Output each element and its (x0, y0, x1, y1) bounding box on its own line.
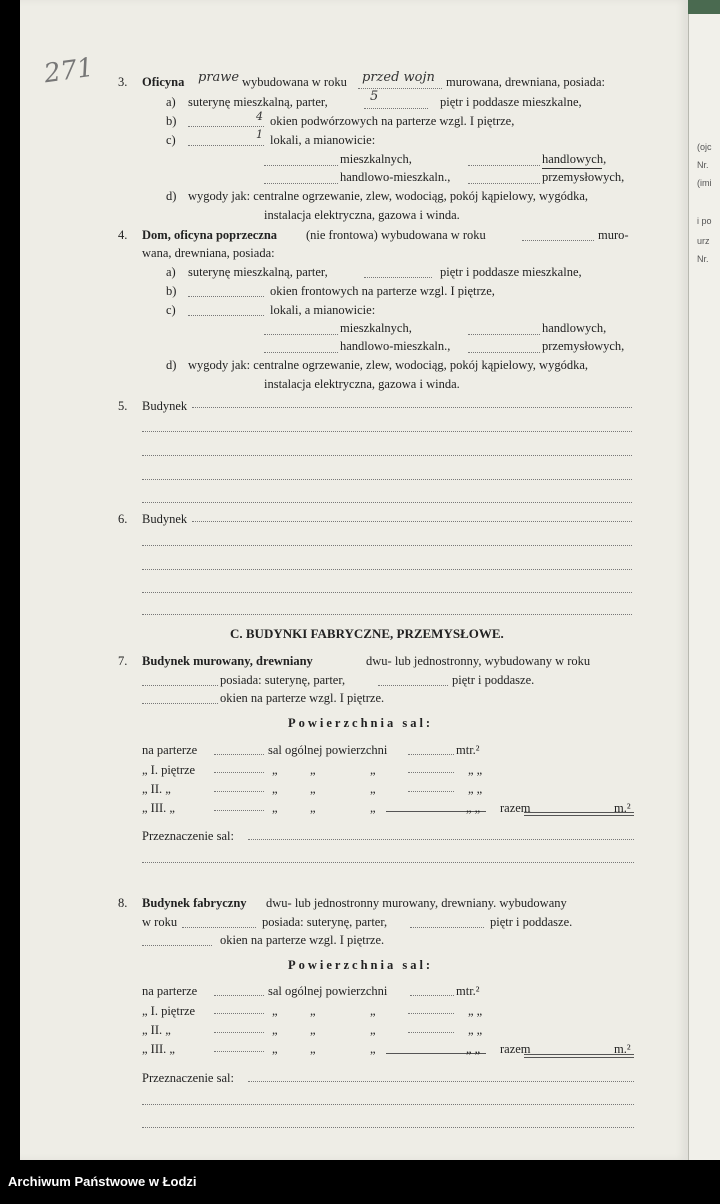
fill-line (522, 240, 594, 241)
fill-line (264, 165, 338, 166)
item-title: Budynek fabryczny (142, 896, 247, 910)
form-text: Przeznaczenie sal: (142, 829, 234, 843)
form-text: handlowo-mieszkaln., (340, 339, 451, 353)
form-text: okien podwórzowych na parterze wzgl. I piętrze, (270, 114, 515, 128)
fill-line (188, 126, 264, 127)
fill-line (410, 927, 484, 928)
form-text: muro- (598, 228, 629, 242)
fill-line (408, 772, 454, 773)
ditto-mark: „ „ (468, 1004, 483, 1018)
form-text: „ I. piętrze (142, 763, 196, 777)
form-text: „ III. „ (142, 801, 175, 815)
fill-line (142, 569, 632, 570)
form-text: handlowo-mieszkaln., (340, 170, 451, 184)
fill-line (408, 1013, 454, 1014)
fill-line (188, 145, 264, 146)
fill-line (378, 685, 448, 686)
ditto-mark: „ (310, 801, 316, 815)
total-line (524, 815, 634, 816)
form-text: mtr.² (456, 984, 480, 998)
form-text: okien na parterze wzgl. I piętrze. (220, 933, 385, 947)
form-text: „ II. „ (142, 782, 171, 796)
ditto-mark: „ „ (466, 1042, 481, 1056)
edge-fragment: (imi (697, 178, 712, 188)
handwritten-entry: 4 (256, 110, 263, 123)
list-label: a) (166, 265, 176, 279)
fill-line (214, 1051, 264, 1052)
form-text: Budynek (142, 512, 188, 526)
form-text: lokali, a mianowicie: (270, 303, 376, 317)
fill-line (264, 334, 338, 335)
list-label: d) (166, 358, 177, 372)
fill-line (248, 1081, 634, 1082)
ditto-mark: „ (370, 801, 376, 815)
ditto-mark: „ „ (468, 763, 483, 777)
form-text: w roku (142, 915, 178, 929)
fill-line (142, 862, 634, 863)
form-text: okien frontowych na parterze wzgl. I piętrze, (270, 284, 495, 298)
fill-line (408, 791, 454, 792)
form-text: murowana, drewniana, posiada: (446, 75, 605, 89)
item-title: Oficyna (142, 75, 185, 89)
ditto-mark: „ (310, 763, 316, 777)
form-text: wybudowana w roku (242, 75, 347, 89)
fill-line (188, 315, 264, 316)
ditto-mark: „ (272, 763, 278, 777)
list-label: d) (166, 189, 177, 203)
list-label: b) (166, 114, 177, 128)
ditto-mark: „ (272, 1042, 278, 1056)
ditto-mark: „ (370, 763, 376, 777)
fill-line (248, 839, 634, 840)
fill-line (182, 927, 256, 928)
ditto-mark: „ (370, 1004, 376, 1018)
subsection-heading: Powierzchnia sal: (288, 716, 434, 730)
fill-line (142, 1104, 634, 1105)
fill-line (214, 791, 264, 792)
form-text: piętr i poddasze. (490, 915, 573, 929)
page-number: 271 (42, 52, 96, 90)
fill-line (142, 614, 632, 615)
fill-line (364, 108, 428, 109)
ditto-mark: „ (310, 1042, 316, 1056)
handwritten-entry: prawe (198, 70, 240, 85)
handwritten-entry: przed wojn (362, 70, 435, 85)
form-text: mieszkalnych, (340, 152, 412, 166)
list-label: a) (166, 95, 176, 109)
form-text: „ III. „ (142, 1042, 175, 1056)
form-text: „ I. piętrze (142, 1004, 196, 1018)
fill-line (264, 352, 338, 353)
ditto-mark: „ (370, 1042, 376, 1056)
fill-line (142, 1127, 634, 1128)
edge-fragment: Nr. (697, 254, 709, 264)
fill-line (142, 685, 218, 686)
ditto-mark: „ (310, 1023, 316, 1037)
form-text: Budynek (142, 399, 188, 413)
fill-line (364, 277, 432, 278)
list-label: c) (166, 303, 176, 317)
fill-line (468, 334, 540, 335)
item-title: Dom, oficyna poprzeczna (142, 228, 278, 242)
form-text: suterynę mieszkalną, parter, (188, 265, 328, 279)
section-heading: C. BUDYNKI FABRYCZNE, PRZEMYSŁOWE. (230, 626, 504, 641)
form-text: razem (500, 801, 531, 815)
ditto-mark: „ (370, 1023, 376, 1037)
form-text: suterynę mieszkalną, parter, (188, 95, 328, 109)
form-text: na parterze (142, 984, 198, 998)
fill-line (142, 502, 632, 503)
fill-line (408, 1032, 454, 1033)
item-number: 7. (118, 654, 128, 668)
fill-line (142, 455, 632, 456)
form-text: „ II. „ (142, 1023, 171, 1037)
form-text: posiada: suterynę, parter, (262, 915, 388, 929)
form-text: razem (500, 1042, 531, 1056)
form-text: mtr.² (456, 743, 480, 757)
handwritten-entry: 5 (370, 89, 379, 104)
list-label: c) (166, 133, 176, 147)
ditto-mark: „ „ (468, 1023, 483, 1037)
form-text: instalacja elektryczna, gazowa i winda. (264, 208, 460, 222)
fill-line (214, 995, 264, 996)
fill-line (142, 545, 632, 546)
fill-line (142, 431, 632, 432)
edge-fragment: urz (697, 236, 710, 246)
edge-fragment: i po (697, 216, 712, 226)
form-text: m.² (614, 801, 631, 815)
form-text: (nie frontowa) wybudowana w roku (306, 228, 486, 242)
fill-line (214, 1032, 264, 1033)
edge-fragment: Nr. (697, 160, 709, 170)
form-text: dwu- lub jednostronny murowany, drewniany. wybudowany (266, 896, 567, 910)
item-number: 5. (118, 399, 128, 413)
fill-line (142, 592, 632, 593)
form-text: przemysłowych, (542, 170, 625, 184)
fill-line (468, 165, 540, 166)
form-text: handlowych, (542, 321, 607, 335)
form-text: przemysłowych, (542, 339, 625, 353)
form-text: wana, drewniana, posiada: (142, 246, 275, 260)
ditto-mark: „ (310, 782, 316, 796)
fill-line (214, 810, 264, 811)
ditto-mark: „ „ (466, 801, 481, 815)
handwritten-underline (542, 168, 602, 169)
fill-line (214, 754, 264, 755)
fill-line (408, 754, 454, 755)
fill-line (468, 352, 540, 353)
item-number: 3. (118, 75, 128, 89)
total-line (524, 1057, 634, 1058)
fill-line (142, 703, 218, 704)
form-text: posiada: suterynę, parter, (220, 673, 346, 687)
form-text: Przeznaczenie sal: (142, 1071, 234, 1085)
form-text: wygody jak: centralne ogrzewanie, zlew, wodociąg, pokój kąpielowy, wygódka, (188, 358, 588, 372)
ditto-mark: „ (370, 782, 376, 796)
edge-fragment: (ojc (697, 142, 712, 152)
handwritten-entry: 1 (256, 128, 263, 141)
item-title: Budynek murowany, drewniany (142, 654, 313, 668)
form-text: handlowych, (542, 152, 607, 166)
item-number: 8. (118, 896, 128, 910)
fill-line (214, 772, 264, 773)
fill-line (142, 945, 212, 946)
fill-line (264, 183, 338, 184)
item-number: 4. (118, 228, 128, 242)
ditto-mark: „ (272, 1023, 278, 1037)
fill-line (468, 183, 540, 184)
form-text: wygody jak: centralne ogrzewanie, zlew, wodociąg, pokój kąpielowy, wygódka, (188, 189, 588, 203)
form-text: piętr i poddasze mieszkalne, (440, 95, 582, 109)
form-text: okien na parterze wzgl. I piętrze. (220, 691, 385, 705)
fill-line (410, 995, 454, 996)
form-text: na parterze (142, 743, 198, 757)
subsection-heading: Powierzchnia sal: (288, 958, 434, 972)
form-text: piętr i poddasze. (452, 673, 535, 687)
form-text: sal ogólnej powierzchni (268, 743, 388, 757)
list-label: b) (166, 284, 177, 298)
ditto-mark: „ (272, 782, 278, 796)
archive-footer-label: Archiwum Państwowe w Łodzi (8, 1174, 197, 1189)
fill-line (192, 521, 632, 522)
ditto-mark: „ „ (468, 782, 483, 796)
form-text: dwu- lub jednostronny, wybudowany w roku (366, 654, 591, 668)
fill-line (214, 1013, 264, 1014)
fill-line (192, 407, 632, 408)
fill-line (142, 479, 632, 480)
item-number: 6. (118, 512, 128, 526)
ditto-mark: „ (310, 1004, 316, 1018)
form-text: m.² (614, 1042, 631, 1056)
form-text: lokali, a mianowicie: (270, 133, 376, 147)
form-text: sal ogólnej powierzchni (268, 984, 388, 998)
form-text: instalacja elektryczna, gazowa i winda. (264, 377, 460, 391)
form-text: piętr i poddasze mieszkalne, (440, 265, 582, 279)
binding-tape (688, 0, 720, 14)
fill-line (188, 296, 264, 297)
form-text: mieszkalnych, (340, 321, 412, 335)
ditto-mark: „ (272, 801, 278, 815)
adjacent-page-edge (688, 0, 720, 1160)
ditto-mark: „ (272, 1004, 278, 1018)
